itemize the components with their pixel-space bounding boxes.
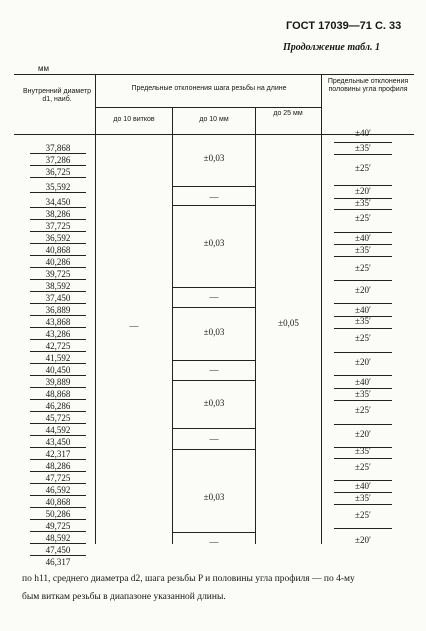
angle-value: ±40′ — [355, 128, 371, 138]
diameter-cell: 41,592 — [30, 353, 86, 364]
angle-value: ±35′ — [355, 316, 371, 326]
column-header-diameter: Внутренний диаметр d1, наиб. — [23, 88, 91, 103]
angle-value: ±20′ — [355, 535, 371, 545]
angle-value: ±25′ — [355, 333, 371, 343]
footer-line-2: бым виткам резьбы в диапазоне указанной длины. — [22, 592, 226, 602]
diameter-cell: 48,592 — [30, 533, 86, 544]
angle-value: ±40′ — [355, 233, 371, 243]
diameter-cell: 40,868 — [30, 497, 86, 508]
diameter-cell: 36,889 — [30, 305, 86, 316]
column-header-pitch-group: Предельные отклонения шага резьбы на длине — [131, 85, 287, 92]
diameter-cell: 35,592 — [30, 182, 86, 193]
diameter-cell: 48,286 — [30, 461, 86, 472]
pitch-10-turns-value: — — [129, 321, 139, 331]
diameter-cell: 36,725 — [30, 167, 86, 178]
diameter-cell: 44,592 — [30, 425, 86, 436]
column-header-10mm: до 10 мм — [199, 116, 229, 123]
pitch-10mm-value: — — [209, 365, 219, 375]
column-header-25mm: до 25 мм — [273, 110, 303, 117]
diameter-cell: 39,725 — [30, 269, 86, 280]
angle-value: ±20′ — [355, 285, 371, 295]
diameter-cell: 37,868 — [30, 143, 86, 154]
pitch-10mm-value: — — [209, 434, 219, 444]
angle-value: ±35′ — [355, 198, 371, 208]
diameter-cell: 47,450 — [30, 545, 86, 556]
angle-value: ±35′ — [355, 446, 371, 456]
diameter-cell: 42,725 — [30, 341, 86, 352]
pitch-10mm-value: ±0,03 — [203, 327, 225, 337]
diameter-cell: 42,317 — [30, 449, 86, 460]
pitch-10mm-value: — — [209, 537, 219, 547]
angle-value: ±25′ — [355, 263, 371, 273]
diameter-cell: 38,592 — [30, 281, 86, 292]
diameter-cell: 40,286 — [30, 257, 86, 268]
angle-value: ±20′ — [355, 186, 371, 196]
diameter-cell: 37,286 — [30, 155, 86, 166]
angle-value: ±40′ — [355, 305, 371, 315]
pitch-10mm-value: ±0,03 — [203, 492, 225, 502]
diameter-cell: 39,889 — [30, 377, 86, 388]
diameter-cell: 46,317 — [45, 557, 71, 567]
standard-page-label: ГОСТ 17039—71 С. 33 — [286, 20, 402, 32]
angle-value: ±35′ — [355, 143, 371, 153]
diameter-cell: 34,450 — [30, 197, 86, 208]
diameter-cell: 40,868 — [30, 245, 86, 256]
angle-value: ±35′ — [355, 245, 371, 255]
diameter-cell: 47,725 — [30, 473, 86, 484]
angle-value: ±35′ — [355, 493, 371, 503]
diameter-cell: 43,286 — [30, 329, 86, 340]
angle-value: ±25′ — [355, 163, 371, 173]
diameter-cell: 46,592 — [30, 485, 86, 496]
diameter-cell: 38,286 — [30, 209, 86, 220]
angle-value: ±25′ — [355, 405, 371, 415]
diameter-cell: 36,592 — [30, 233, 86, 244]
diameter-cell: 40,450 — [30, 365, 86, 376]
footer-line-1: по h11, среднего диаметра d2, шага резьбы P и половины угла профиля — по 4-му — [22, 574, 355, 584]
diameter-cell: 37,450 — [30, 293, 86, 304]
angle-value: ±40′ — [355, 377, 371, 387]
diameter-cell: 46,286 — [30, 401, 86, 412]
angle-value: ±35′ — [355, 389, 371, 399]
diameter-cell: 43,868 — [30, 317, 86, 328]
angle-value: ±20′ — [355, 357, 371, 367]
angle-value: ±25′ — [355, 462, 371, 472]
diameter-cell: 49,725 — [30, 521, 86, 532]
column-header-angle: Предельные отклонения половины угла профиля — [327, 78, 409, 93]
table-continuation-label: Продолжение табл. 1 — [283, 42, 381, 53]
diameter-cell: 50,286 — [30, 509, 86, 520]
angle-value: ±25′ — [355, 213, 371, 223]
diameter-cell: 43,450 — [30, 437, 86, 448]
pitch-10mm-value: — — [209, 192, 219, 202]
pitch-10mm-value: ±0,03 — [203, 238, 225, 248]
units-label: мм — [38, 64, 49, 73]
diameter-cell: 45,725 — [30, 413, 86, 424]
diameter-cell: 37,725 — [30, 221, 86, 232]
diameter-cell: 48,868 — [30, 389, 86, 400]
pitch-10mm-value: — — [209, 292, 219, 302]
pitch-25mm-value: ±0,05 — [278, 318, 299, 328]
pitch-10mm-value: ±0,03 — [203, 153, 225, 163]
column-header-10-turns: до 10 витков — [113, 116, 155, 123]
pitch-10mm-value: ±0,03 — [203, 398, 225, 408]
angle-value: ±25′ — [355, 510, 371, 520]
angle-value: ±40′ — [355, 481, 371, 491]
angle-value: ±20′ — [355, 429, 371, 439]
